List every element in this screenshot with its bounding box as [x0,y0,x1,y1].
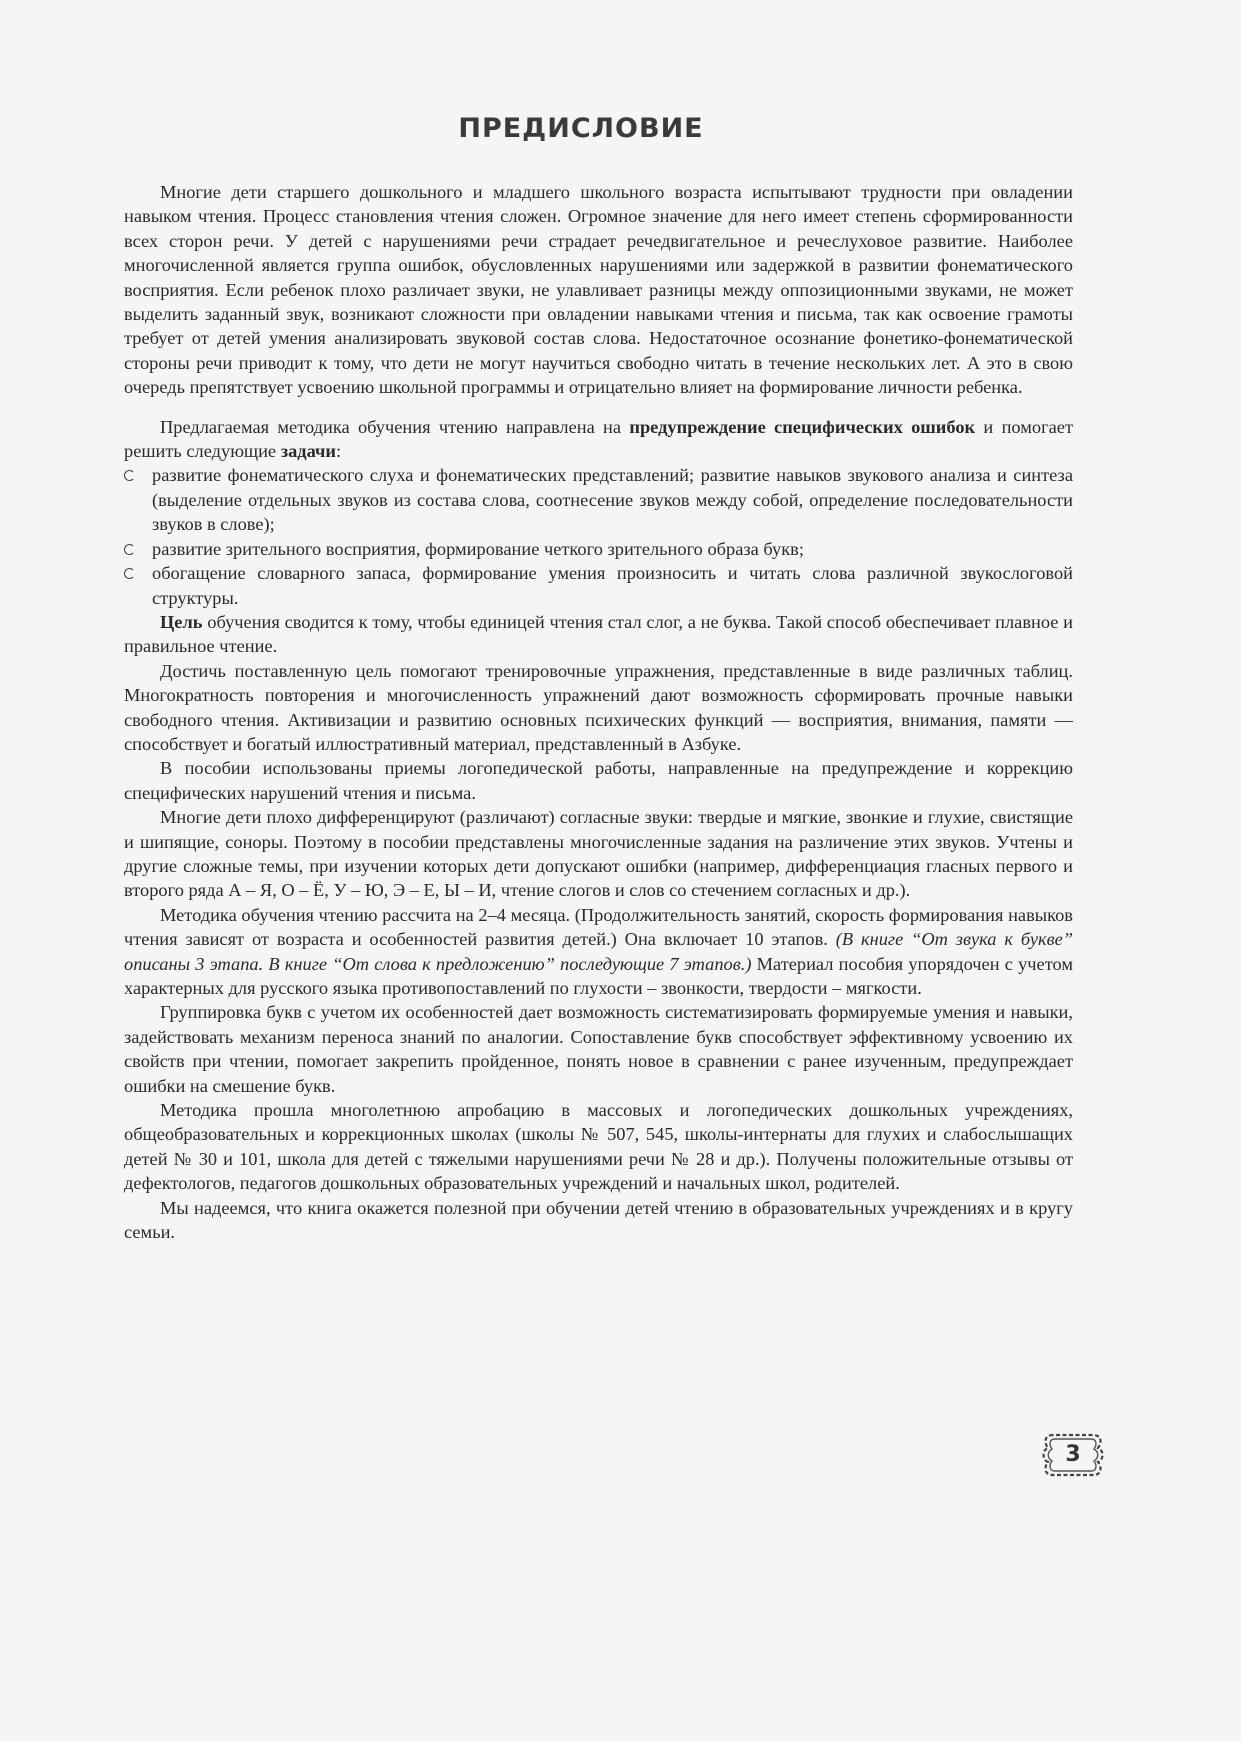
goal-text: обучения сводится к тому, чтобы единицей чтения стал слог, а не буква. Такой способ обеспечивает плавное и правильное чтение. [124,611,1073,657]
method-text-start: Предлагаемая методика обучения чтению направлена на [160,416,630,437]
paragraph-intro: Многие дети старшего дошкольного и младшего школьного возраста испытывают трудности при овладении навыком чтения. Процесс становления чтения сложен. Огромное значение для него имеет степень сформированности всех сторон речи. У детей с нарушениями речи страдает речедвигательное и речеслуховое развитие. Наиболее многочисленной является группа ошибок, обусловленных нарушениями или задержкой в развитии фонематического восприятия. Если ребенок плохо различает звуки, не улавливает разницы между оппозиционными звуками, не может выделить заданный звук, возникают сложности при овладении навыками чтения и письма, так как освоение грамоты требует от детей умения анализировать звуковой состав слова. Недостаточное осознание фонетико-фонематической стороны речи приводит к тому, что дети не могут научиться свободно читать в течение нескольких лет. А это в свою очередь препятствует усвоению школьной программы и отрицательно влияет на формирование личности ребенка. [124,182,1073,398]
paragraph-techniques: В пособии использованы приемы логопедической работы, направленные на предупреждение и коррекцию специфических нарушений чтения и письма. [124,758,1073,803]
paragraph-approbation: Методика прошла многолетнюю апробацию в массовых и логопедических дошкольных учреждениях, общеобразовательных и коррекционных школах (школы № 507, 545, школы-интернаты для глухих и слабослышащих детей № 30 и 101, школа для детей с тяжелыми нарушениями речи № 28 и др.). Получены положительные отзывы от дефектологов, педагогов дошкольных образовательных учреждений и начальных школ, родителей. [124,1100,1073,1194]
paragraph-differentiation: Многие дети плохо дифференцируют (различают) согласные звуки: твердые и мягкие, звонкие и глухие, свистящие и шипящие, соноры. Поэтому в пособии представлены многочисленные задания на различение этих звуков. Учтены и другие сложные темы, при изучении которых дети допускают ошибки (например, дифференциация гласных первого и второго ряда А – Я, О – Ё, У – Ю, Э – Е, Ы – И, чтение слогов и слов со стечением согласных и др.). [124,807,1073,901]
method-emphasis-errors: предупреждение специфических ошибок [629,416,976,437]
duration-note: (В книге “От звука к букве” описаны 3 этапа. В книге “От слова к предложению” последующие 7 этапов.) [124,929,1073,974]
task-list [124,463,1073,609]
goal-label: Цель [160,611,203,632]
paragraph-grouping: Группировка букв с учетом их особенностей дает возможность систематизировать формируемые умения и навыки, задействовать механизм переноса знаний по аналогии. Сопоставление букв способствует эффективному усвоению их свойств при чтении, помогает закрепить пройденное, понять новое в сравнении с ранее изученным, предупреждает ошибки на смешение букв. [124,1002,1073,1096]
method-text-end: : [336,441,342,462]
bullet-icon [124,568,135,579]
paragraph-exercises: Достичь поставленную цель помогают тренировочные упражнения, представленные в виде различных таблиц. Многократность повторения и многочисленность упражнений дают возможность сформировать прочные навыки свободного чтения. Активизации и развитию основных психических функций — восприятия, внимания, памяти — способствует и богатый иллюстративный материал, представленный в Азбуке. [124,660,1073,754]
duration-text-end: Материал пособия упорядочен с учетом характерных для русского языка противопоставлений по глухости – звонкости, твердости – мягкости. [124,953,1073,998]
method-emphasis-tasks: задачи [280,441,337,462]
page-title: ПРЕДИСЛОВИЕ [458,113,704,144]
task-text: развитие фонематического слуха и фонематических представлений; развитие навыков звукового анализа и синтеза (выделение отдельных звуков из состава слова, соотнесение звуков между собой, определение последовательности звуков в слове); [152,465,1073,535]
paragraph-method [124,415,1073,464]
page-number: 3 [1065,1442,1081,1467]
paragraph-goal [124,610,1073,659]
task-item [124,463,1073,536]
bullet-icon [124,470,135,481]
task-text: развитие зрительного восприятия, формирование четкого зрительного образа букв; [152,538,804,559]
page-number-badge [1037,1430,1109,1480]
method-text-mid: и помогает решить следующие [124,416,1073,462]
bullet-icon [124,544,135,555]
task-item [124,561,1073,610]
duration-text: Методика обучения чтению рассчита на 2–4 месяца. (Продолжительность занятий, скорость формирования навыков чтения зависят от возраста и особенностей развития детей.) Она включает 10 этапов. [124,904,1073,950]
paragraph-closing: Мы надеемся, что книга окажется полезной при обучении детей чтению в образовательных учреждениях и в кругу семьи. [124,1197,1073,1243]
task-item [124,537,1073,561]
preface-text [124,180,1073,1244]
task-text: обогащение словарного запаса, формирование умения произносить и читать слова различной звукослоговой структуры. [152,563,1073,608]
paragraph-duration [124,903,1073,1001]
